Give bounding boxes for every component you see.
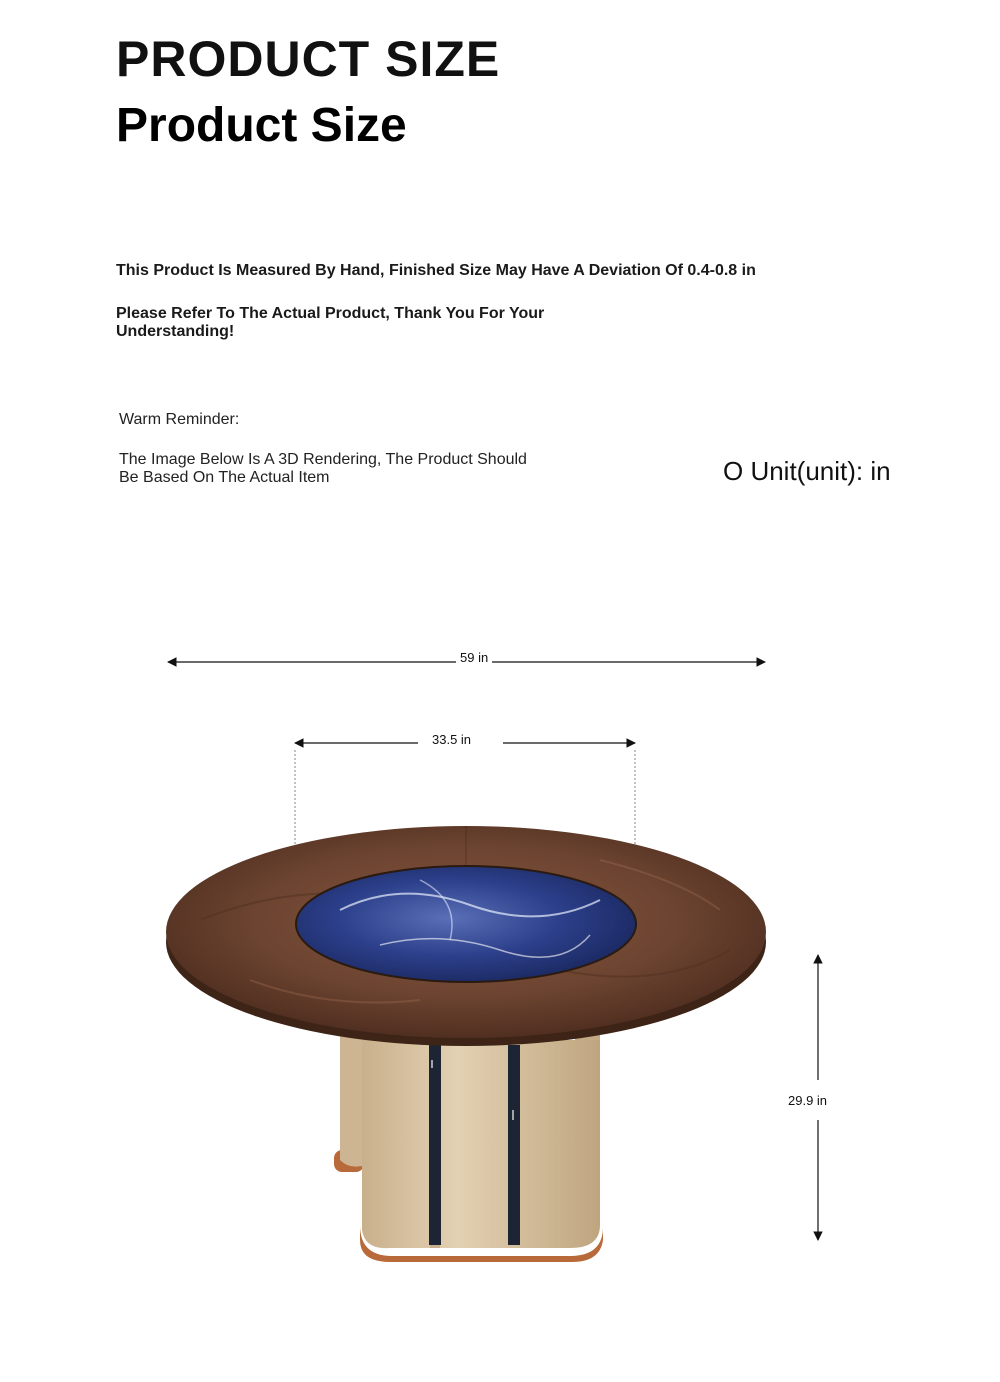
reminder-text: The Image Below Is A 3D Rendering, The Product Should Be Based On The Actual Item	[119, 451, 527, 486]
inner-diameter-label: 33.5 in	[428, 732, 475, 747]
table-top	[166, 826, 766, 1046]
table-base	[334, 1030, 603, 1262]
reminder-label: Warm Reminder:	[119, 411, 240, 428]
unit-label: O Unit(unit): in	[723, 456, 891, 486]
page-title-zh: Product Size	[116, 99, 407, 152]
page-title-en: PRODUCT SIZE	[116, 31, 501, 87]
overall-diameter-label: 59 in	[456, 650, 492, 665]
marble-inset	[296, 866, 636, 982]
height-label: 29.9 in	[784, 1093, 831, 1108]
refer-note: Please Refer To The Actual Product, Thank You For Your Understanding!	[116, 305, 545, 340]
measurement-note: This Product Is Measured By Hand, Finished Size May Have A Deviation Of 0.4-0.8 in	[116, 262, 756, 279]
